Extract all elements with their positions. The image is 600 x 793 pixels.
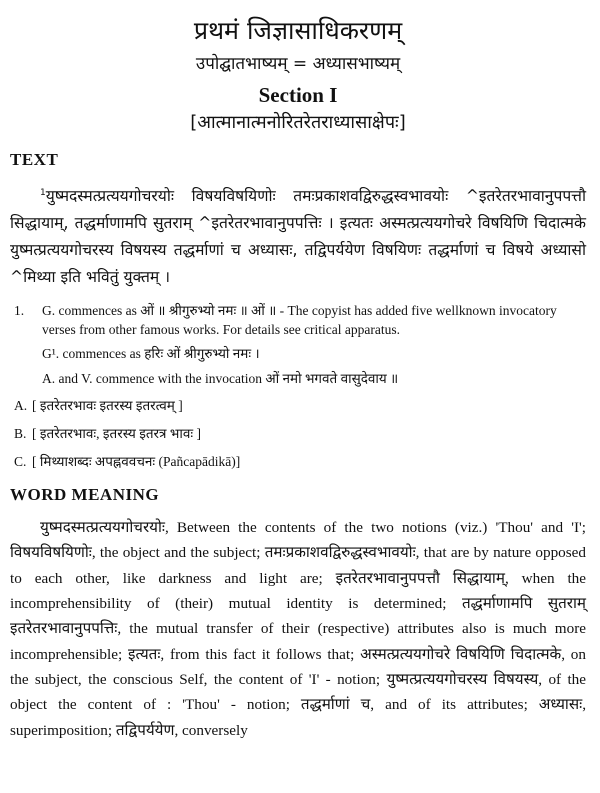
footnote-a-text: [ इतरेतरभावः इतरस्य इतरत्वम् ] [32, 398, 183, 414]
footnote-a [10, 396, 586, 415]
footnote-1-number: 1. [14, 303, 25, 319]
chapter-subtitle: उपोद्घातभाष्यम् = अध्यासभाष्यम् [195, 54, 401, 74]
chapter-title: प्रथमं जिज्ञासाधिकरणम् [193, 16, 403, 45]
footnote-a-label: A. [14, 398, 28, 414]
footnote-c [10, 452, 586, 471]
word-meaning-heading: WORD MEANING [10, 485, 160, 505]
word-meaning-paragraph: युष्मदस्मत्प्रत्ययगोचरयोः, Between the contents of the two notions (viz.) 'Thou' and 'I'; विषयविषयिणोः, the object and the subject; तमःप्रकाशवद्विरुद्धस्वभावयोः, that are by nature opposed to each other, like darkness and light are; इतरेतरभावानुपपत्तौ सिद्धायाम्, when the incomprehensibility of (their) mutual identity is determined; तद्धर्माणामपि सुतराम् इतरेतरभावानुपपत्तिः, the mutual transfer of their (respective) attributes also is much more incomprehensible; इत्यतः, from this fact it follows that; अस्मत्प्रत्ययगोचरे विषयिणि चिदात्मके, on the subject, the conscious Self, the content of 'I' - notion; युष्मत्प्रत्ययगोचरस्य विषयस्य, of the object the content of : 'Thou' - notion; तद्धर्माणां च, and of its attributes; अध्यासः, superimposition; तद्विपर्ययेण, conversely [10, 519, 586, 739]
footnote-1 [10, 301, 586, 339]
footnote-1-g1: G¹. commences as हरिः ओं श्रीगुरुभ्यो नमः । [42, 346, 260, 362]
sanskrit-text [10, 180, 586, 291]
footnote-b [10, 424, 586, 443]
footnotes [10, 301, 586, 471]
footnote-1-text: G. commences as ओं ॥ श्रीगुरुभ्यो नमः ॥ ओं ॥ - The copyist has added five wellknown invocatory verses from other famous works. For details see critical apparatus. [42, 303, 557, 338]
section-topic: [आत्मानात्मनोरितरेतराध्यासाक्षेपः] [190, 112, 406, 133]
section-heading: Section I [258, 83, 338, 107]
footnote-1-av: A. and V. commence with the invocation ओं नमो भगवते वासुदेवाय ॥ [42, 371, 399, 387]
footnote-c-text: [ मिथ्याशब्दः अपह्नववचनः (Pañcapādikā)] [32, 454, 241, 470]
footnote-marker: 1 [40, 188, 46, 198]
text-heading: TEXT [10, 150, 59, 169]
footnote-b-label: B. [14, 426, 27, 442]
footnote-b-text: [ इतरेतरभावः, इतरस्य इतरत्र भावः ] [32, 426, 201, 442]
footnote-c-label: C. [14, 454, 27, 470]
sanskrit-paragraph: युष्मदस्मत्प्रत्ययगोचरयोः विषयविषयिणोः तमःप्रकाशवद्विरुद्धस्वभावयोः ^इतरेतरभावानुपपत्तौ सिद्धायाम्, तद्धर्माणामपि सुतराम् ^इतरेतरभावानुपपत्तिः । इत्यतः अस्मत्प्रत्ययगोचरे विषयिणि चिदात्मके युष्मत्प्रत्ययगोचरस्य विषयस्य तद्धर्माणां च अध्यासः, तद्विपर्ययेण विषयिणः तद्धर्माणां च विषये अध्यासो ^मिथ्या इति भवितुं युक्तम् । [10, 187, 586, 287]
